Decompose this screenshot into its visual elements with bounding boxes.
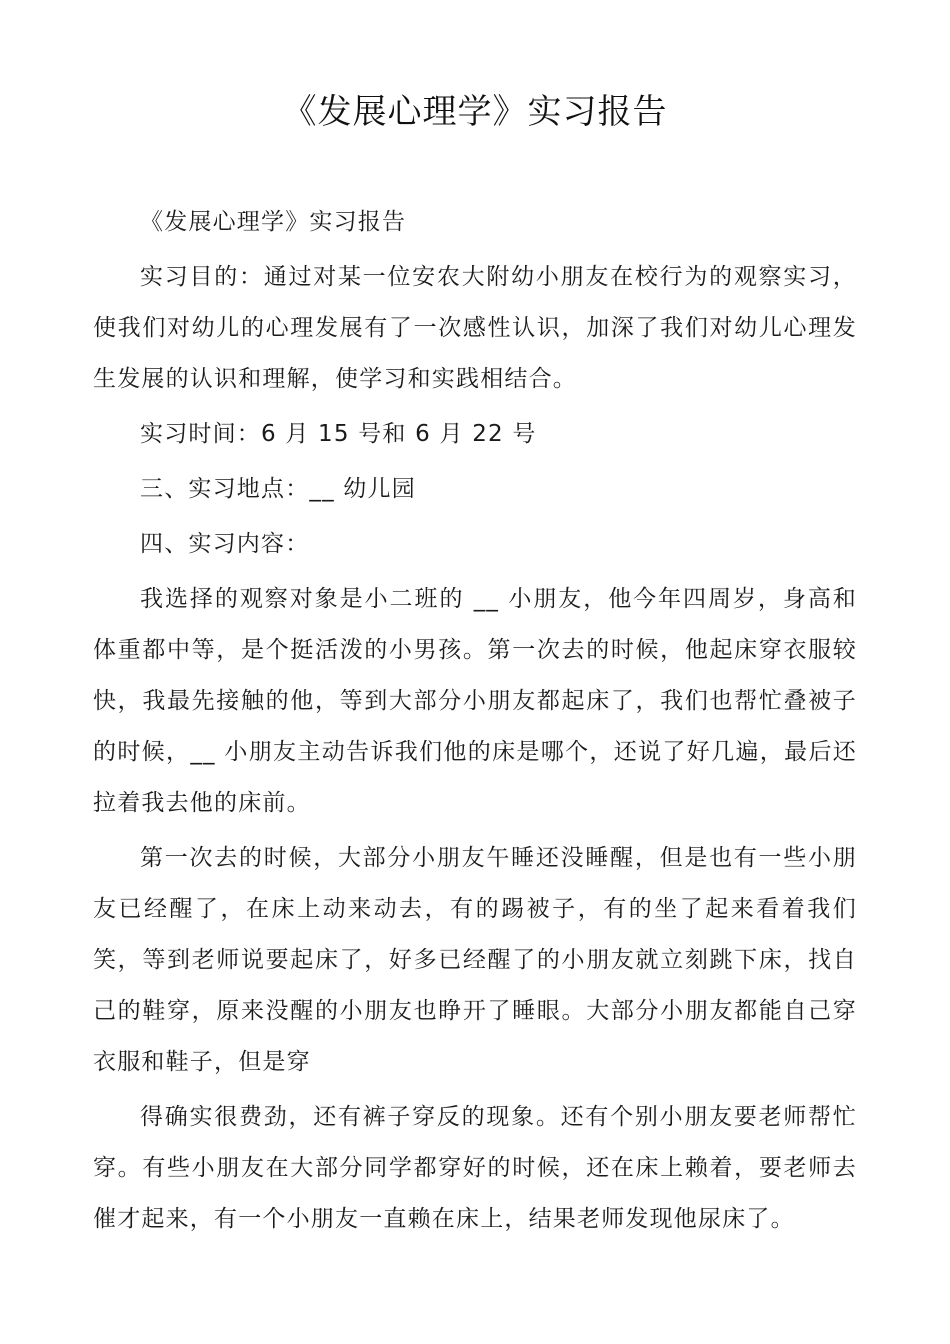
paragraph-observation-subject: 我选择的观察对象是小二班的 __ 小朋友，他今年四周岁，身高和体重都中等，是个挺活泼的小男孩。第一次去的时候，他起床穿衣服较快，我最先接触的他，等到大部分小朋友都起床了，我们也帮忙叠被子的时候，__ 小朋友主动告诉我们他的床是哪个，还说了好几遍，最后还拉着我去他的床前。: [93, 586, 857, 816]
paragraph-purpose: 实习目的：通过对某一位安农大附幼小朋友在校行为的观察实习，使我们对幼儿的心理发展有了一次感性认识，加深了我们对幼儿心理发生发展的认识和理解，使学习和实践相结合。: [93, 264, 857, 392]
paragraph-location: 三、实习地点：__ 幼儿园: [140, 476, 416, 502]
paragraph-first-visit: 第一次去的时候，大部分小朋友午睡还没睡醒，但是也有一些小朋友已经醒了，在床上动来动去，有的踢被子，有的坐了起来看着我们笑，等到老师说要起床了，好多已经醒了的小朋友就立刻跳下床，找自己的鞋穿，原来没醒的小朋友也睁开了睡眼。大部分小朋友都能自己穿衣服和鞋子，但是穿: [93, 845, 857, 1075]
paragraph-content-heading: 四、实习内容：: [140, 531, 310, 557]
document-title: 《发展心理学》实习报告: [282, 92, 668, 132]
paragraph-dressing: 得确实很费劲，还有裤子穿反的现象。还有个别小朋友要老师帮忙穿。有些小朋友在大部分同学都穿好的时候，还在床上赖着，要老师去催才起来，有一个小朋友一直赖在床上，结果老师发现他尿床了。: [93, 1104, 857, 1232]
document-body: [93, 197, 857, 1249]
paragraph-subtitle: 《发展心理学》实习报告: [140, 209, 407, 235]
paragraph-time: 实习时间：6 月 15 号和 6 月 22 号: [140, 421, 537, 447]
